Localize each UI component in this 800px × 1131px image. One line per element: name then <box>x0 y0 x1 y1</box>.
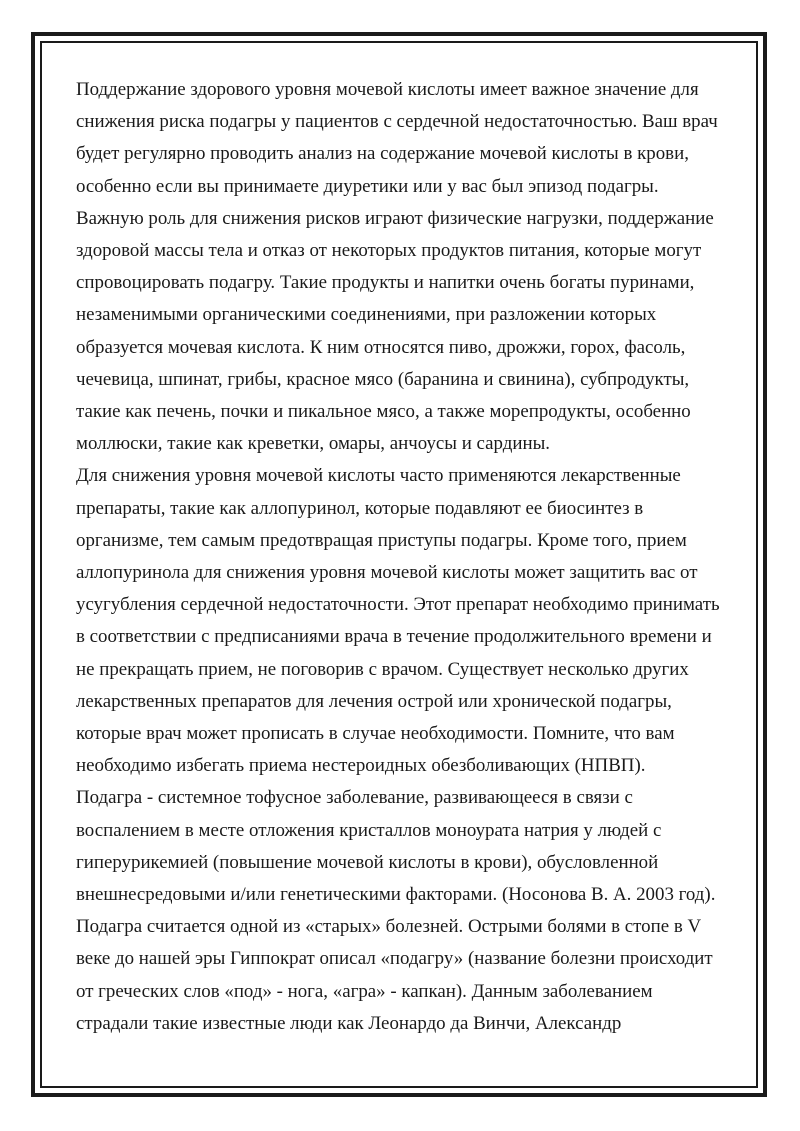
text-line: Поддержание здорового уровня мочевой кислоты имеет важное значение для <box>76 79 699 100</box>
text-line: моллюски, такие как креветки, омары, анчоусы и сардины. <box>76 433 550 455</box>
text-line: гиперурикемией (повышение мочевой кислоты в крови), обусловленной <box>76 851 659 873</box>
text-line: снижения риска подагры у пациентов с сердечной недостаточностью. Ваш врач <box>76 111 718 133</box>
text-line: здоровой массы тела и отказ от некоторых продуктов питания, которые могут <box>76 240 702 262</box>
text-line: организме, тем самым предотвращая приступы подагры. Кроме того, прием <box>76 529 687 551</box>
text-line: чечевица, шпинат, грибы, красное мясо (баранина и свинина), субпродукты, <box>76 368 690 390</box>
body-text <box>76 74 736 1040</box>
text-line: необходимо избегать приема нестероидных обезболивающих (НПВП). <box>76 755 646 777</box>
text-line: лекарственных препаратов для лечения острой или хронической подагры, <box>76 690 672 712</box>
text-line: Подагра - системное тофусное заболевание, развивающееся в связи с <box>76 787 633 809</box>
text-line: в соответствии с предписаниями врача в течение продолжительного времени и <box>76 626 712 648</box>
text-line: не прекращать прием, не поговорив с врачом. Существует несколько других <box>76 658 689 680</box>
text-line: воспалением в месте отложения кристаллов моноурата натрия у людей с <box>76 819 662 841</box>
text-line: страдали такие известные люди как Леонардо да Винчи, Александр <box>76 1012 622 1034</box>
text-line: незаменимыми органическими соединениями, при разложении которых <box>76 304 657 326</box>
text-line: веке до нашей эры Гиппократ описал «подагру» (название болезни происходит <box>76 948 713 970</box>
text-line: образуется мочевая кислота. К ним относятся пиво, дрожжи, горох, фасоль, <box>76 336 686 358</box>
text-line: особенно если вы принимаете диуретики или у вас был эпизод подагры. <box>76 175 659 197</box>
text-line: от греческих слов «под» - нога, «агра» - капкан). Данным заболеванием <box>76 980 653 1002</box>
text-line: которые врач может прописать в случае необходимости. Помните, что вам <box>76 723 675 745</box>
text-line: Для снижения уровня мочевой кислоты часто применяются лекарственные <box>76 465 681 487</box>
text-line: Подагра считается одной из «старых» болезней. Острыми болями в стопе в V <box>76 916 702 938</box>
text-line: усугубления сердечной недостаточности. Этот препарат необходимо принимать <box>76 594 720 616</box>
text-line: такие как печень, почки и пикальное мясо, а также морепродукты, особенно <box>76 401 691 423</box>
text-line: аллопуринола для снижения уровня мочевой кислоты может защитить вас от <box>76 562 698 584</box>
text-line: спровоцировать подагру. Такие продукты и напитки очень богаты пуринами, <box>76 272 695 294</box>
text-line: будет регулярно проводить анализ на содержание мочевой кислоты в крови, <box>76 143 689 165</box>
text-line: Важную роль для снижения рисков играют физические нагрузки, поддержание <box>76 207 714 229</box>
text-line: внешнесредовыми и/или генетическими факторами. (Носонова В. А. 2003 год). <box>76 884 716 906</box>
text-line: препараты, такие как аллопуринол, которые подавляют ее биосинтез в <box>76 497 644 519</box>
